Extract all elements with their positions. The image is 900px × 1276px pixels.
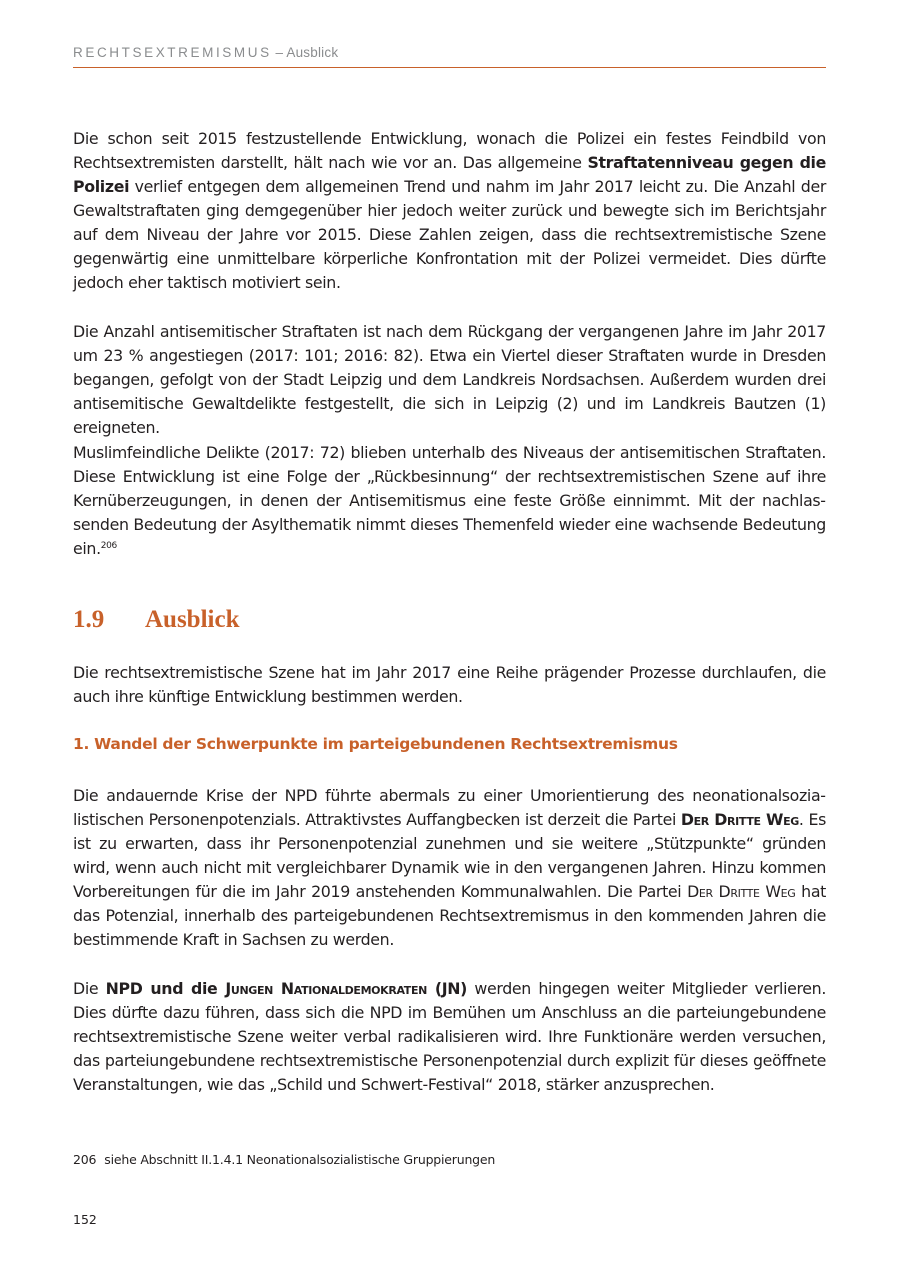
paragraph-npd-members [73,977,826,1097]
paragraph-text: verlief entgegen dem allgemeinen Trend und nahm im Jahr 2017 leicht zu. Die Anzahl der Gewaltstraftaten ging demgegenüber hier jedoch weiter zurück und bewegte sich im Berichtsjahr auf dem Niveau der Jahre vor 2015. Diese Zahlen zeigen, dass die rechtsextremistische Szene gegenwärtig eine unmittelbare körperliche Konfrontation mit der Polizei vermeidet. Dies dürfte jedoch eher taktisch motiviert sein. [73,177,826,292]
paragraph-text: . Es ist zu erwarten, dass ihr Personenpotenzial zunehmen und sie weitere „Stützpunkte“ gründen wird, wenn auch nicht mit vergleichbarer Dynamik wie in den vergangenen Jahren. Hinzu kommen Vorbereitungen für die im Jahr 2019 anstehenden Kommunalwahlen. Die Partei [73,810,826,901]
footnote-text: siehe Abschnitt II.1.4.1 Neonationalsozialistische Gruppierungen [104,1152,496,1167]
section-title: Ausblick [145,606,240,633]
paragraph-npd-crisis [73,784,826,952]
paragraph-police [73,127,826,295]
emphasis-text: Straftatenniveau gegen die Polizei [73,153,826,196]
paragraph-text: Muslimfeindliche Delikte (2017: 72) blieben unterhalb des Niveaus der antisemitischen Straftaten. Diese Entwicklung ist eine Folge der „Rückbesinnung“ der rechtsextremistischen Szene auf ihre Kernüberzeugungen, in denen der Antisemitismus eine feste Größe einnimmt. Mit der nachlassenden Bedeutung der Asylthematik nimmt dieses Themenfeld wieder eine wachsende Bedeutung ein. [73,443,826,558]
paragraph-text: Die schon seit 2015 festzustellende Entwicklung, wonach die Polizei ein festes Feindbild von Rechtsextremisten darstellt, hält nach wie vor an. Das allgemeine [73,129,826,172]
paragraph-antisemitic [73,320,826,440]
section-heading [73,606,239,634]
footnote [73,1152,495,1167]
header-section-title: RECHTSEXTREMISMUS [73,45,272,60]
paragraph-text: Die rechtsextremistische Szene hat im Jahr 2017 eine Reihe prägender Prozesse durchlaufen, die auch ihre künftige Entwicklung bestimmen werden. [73,663,826,706]
paragraph-text: Die Anzahl antisemitischer Straftaten ist nach dem Rückgang der vergangenen Jahre im Jahr 2017 um 23 % angestiegen (2017: 101; 2016: 82). Etwa ein Viertel dieser Straftaten wurde in Dresden begangen, gefolgt von der Stadt Leipzig und dem Landkreis Nordsachsen. Außerdem wurden drei antisemitische Gewaltdelikte festgestellt, die sich in Leipzig (2) und im Landkreis Bautzen (1) ereigneten. [73,322,826,437]
emphasis-text: NPD und die [105,979,226,998]
section-number: 1.9 [73,606,105,633]
header-subsection-title: – Ausblick [275,45,339,60]
paragraph-text: Die [73,979,106,998]
subsection-heading: 1. Wandel der Schwerpunkte im parteigebundenen Rechtsextremismus [73,735,678,753]
paragraph-muslim-hostile [73,441,826,561]
footnote-reference: 206 [100,541,117,551]
page-number: 152 [73,1212,97,1227]
paragraph-text: hat das Potenzial, innerhalb des parteigebundenen Rechtsextremismus in den kommenden Jahren die bestimmende Kraft in Sachsen zu werden. [73,882,826,949]
party-name: Der Dritte Weg [687,882,796,901]
running-header [73,45,826,68]
organisation-name: Jungen Nationaldemokraten [225,979,427,998]
footnote-number: 206 [73,1152,97,1167]
paragraph-text: Die andauernde Krise der NPD führte abermals zu einer Umorientierung des neonationalsozialistischen Personenpotenzials. Attraktivstes Auffangbecken ist derzeit die Partei [73,786,826,829]
paragraph-intro [73,661,826,709]
paragraph-text: werden hingegen weiter Mitglieder verlieren. Dies dürfte dazu führen, dass sich die NPD im Bemühen um Anschluss an die parteiungebundene rechtsextremistische Szene weiter verbal radikalisieren wird. Ihre Funktionäre werden versuchen, das parteiungebundene rechtsextremistische Personenpotenzial durch explizit für dieses geöffnete Veranstaltungen, wie das „Schild und Schwert-Festival“ 2018, stärker anzusprechen. [73,979,826,1094]
party-name: Der Dritte Weg [680,810,799,829]
emphasis-text: (JN) [426,979,468,998]
